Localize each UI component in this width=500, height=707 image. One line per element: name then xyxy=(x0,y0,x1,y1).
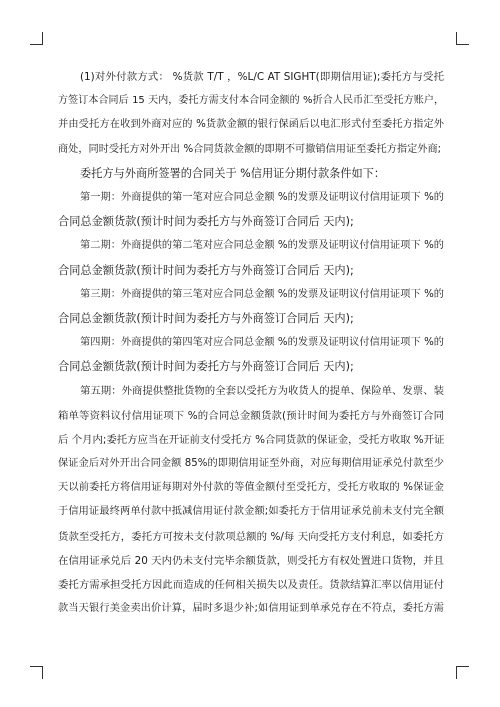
paragraph-line: 于信用证最终两单付款中抵减信用证付款金额;如委托方于信用证承兑前未支付完全额 xyxy=(58,506,444,518)
paragraph-line: 货款至受托方，委托方可按未支付款项总额的 %/每 天向受托方支付利息，如委托方 xyxy=(58,530,444,543)
crop-mark-bottom-left xyxy=(30,666,43,679)
paragraph-line: 箱单等资料议付信用证项下 %的合同总金额货款(预计时间为委托方与外商签订合同 xyxy=(58,409,444,422)
paragraph-line: 款当天银行美金卖出价计算，届时多退少补;如信用证到单承兑存在不符点，委托方需 xyxy=(58,603,444,615)
paragraph-line: 第二期：外商提供的第二笔对应合同总金额 %的发票及证明议付信用证项下 %的 xyxy=(80,240,444,252)
paragraph-line: 合同总金额货款(预计时间为委托方与外商签订合同后 天内); xyxy=(58,311,354,325)
paragraph-line: 第四期：外商提供的第四笔对应合同总金额 %的发票及证明议付信用证项下 %的 xyxy=(80,337,444,349)
paragraph-line: 商处，同时受托方对外开出 %合同货款金额的即期不可撤销信用证至委托方指定外商; xyxy=(58,143,442,155)
paragraph-line: 并由受托方在收到外商对应的 %货款金额的银行保函后以电汇形式付至委托方指定外 xyxy=(58,119,444,131)
paragraph-line: 在信用证承兑后 20 天内仍未支付完毕余额货款，则受托方有权处置进口货物，并且 xyxy=(58,554,444,567)
paragraph-line: 合同总金额货款(预计时间为委托方与外商签订合同后 天内); xyxy=(58,215,354,229)
paragraph-line: 第三期：外商提供的第三笔对应合同总金额 %的发票及证明议付信用证项下 %的 xyxy=(80,288,444,300)
document-body xyxy=(58,65,444,621)
paragraph-line: 委托方需承担受托方因此而造成的任何相关损失以及责任。货款结算汇率以信用证付 xyxy=(58,578,444,591)
paragraph-line: 第一期：外商提供的第一笔对应合同总金额 %的发票及证明议付信用证项下 %的 xyxy=(80,191,444,203)
paragraph-line: 委托方与外商所签署的合同关于 %信用证分期付款条件如下： xyxy=(80,166,386,180)
paragraph-line: 天以前委托方将信用证每期对外付款的等值金额付至受托方，受托方收取的 %保证金 xyxy=(58,482,444,494)
paragraph-line: 合同总金额货款(预计时间为委托方与外商签订合同后 天内); xyxy=(58,263,354,277)
crop-mark-bottom-right xyxy=(456,666,469,679)
paragraph-line: 第五期：外商提供整批货物的全套以受托方为收货人的提单、保险单、发票、装 xyxy=(80,385,444,398)
paragraph-line: (1)对外付款方式： %货款 T/T ，%L/C AT SIGHT(即期信用证);委托方与受托 xyxy=(80,71,444,83)
paragraph-line: 保证金后对外开出合同金额 85%的即期信用证至外商，对应每期信用证承兑付款至少 xyxy=(58,458,444,469)
crop-mark-top-right xyxy=(456,32,469,45)
paragraph-line: 方签订本合同后 15 天内，委托方需支付本合同金额的 %折合人民币汇至受托方账户， xyxy=(58,95,444,107)
paragraph-line: 后 个月内;委托方应当在开证前支付受托方 %合同货款的保证金，受托方收取 %开证 xyxy=(58,433,445,446)
crop-mark-top-left xyxy=(30,32,43,45)
paragraph-line: 合同总金额货款(预计时间为委托方与外商签订合同后 天内); xyxy=(58,360,354,374)
